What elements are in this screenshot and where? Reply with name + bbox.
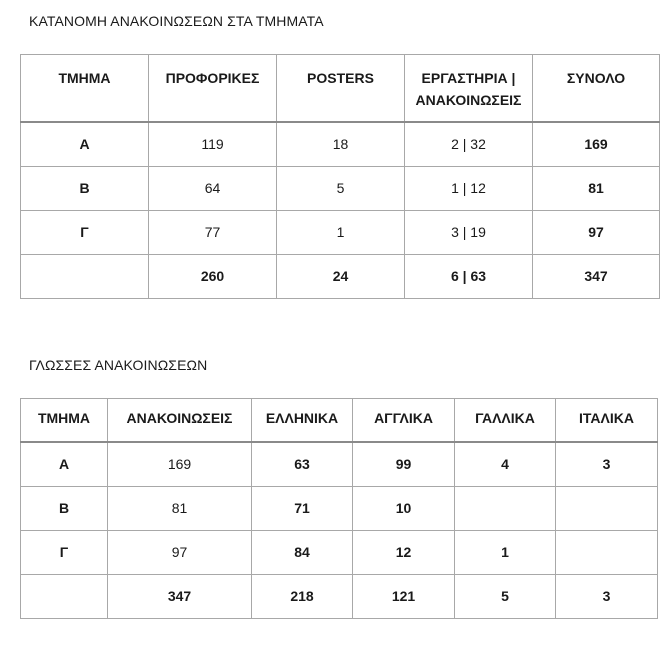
- column-header-workshops-line2: ΑΝΑΚΟΙΝΩΣΕΙΣ: [415, 92, 522, 108]
- cell-italian: [556, 486, 658, 530]
- cell-english: 12: [353, 530, 455, 574]
- column-header-total: ΣΥΝΟΛΟ: [533, 55, 660, 122]
- cell-posters: 1: [277, 210, 405, 254]
- column-header-oral: ΠΡΟΦΟΡΙΚΕΣ: [149, 55, 277, 122]
- cell-french-total: 5: [455, 574, 556, 618]
- table-header-row: [21, 399, 658, 442]
- table-row: [21, 530, 658, 574]
- table2-title: ΓΛΩΣΣΕΣ ΑΝΑΚΟΙΝΩΣΕΩΝ: [29, 357, 208, 373]
- languages-table: [20, 398, 658, 619]
- cell-total: 81: [533, 166, 660, 210]
- totals-row: [21, 574, 658, 618]
- cell-oral: 77: [149, 210, 277, 254]
- cell-section: [21, 254, 149, 298]
- totals-row: [21, 254, 660, 298]
- cell-french: 1: [455, 530, 556, 574]
- column-header-italian: ΙΤΑΛΙΚΑ: [556, 399, 658, 442]
- cell-section: [21, 574, 108, 618]
- cell-posters-total: 24: [277, 254, 405, 298]
- table-row: [21, 486, 658, 530]
- table-row: [21, 210, 660, 254]
- cell-grand-total: 347: [533, 254, 660, 298]
- cell-oral: 119: [149, 122, 277, 167]
- column-header-workshops-line1: ΕΡΓΑΣΤΗΡΙΑ |: [421, 70, 516, 86]
- cell-announcements-total: 347: [108, 574, 252, 618]
- cell-french: [455, 486, 556, 530]
- cell-french: 4: [455, 442, 556, 487]
- column-header-section: ΤΜΗΜΑ: [21, 399, 108, 442]
- table1-title: ΚΑΤΑΝΟΜΗ ΑΝΑΚΟΙΝΩΣΕΩΝ ΣΤΑ ΤΜΗΜΑΤΑ: [29, 13, 324, 29]
- cell-workshops: 3 | 19: [405, 210, 533, 254]
- table-row: [21, 442, 658, 487]
- cell-section: Α: [21, 122, 149, 167]
- cell-section: Α: [21, 442, 108, 487]
- cell-oral: 64: [149, 166, 277, 210]
- cell-greek: 71: [252, 486, 353, 530]
- cell-section: Γ: [21, 210, 149, 254]
- cell-workshops: 1 | 12: [405, 166, 533, 210]
- cell-announcements: 97: [108, 530, 252, 574]
- cell-posters: 5: [277, 166, 405, 210]
- column-header-workshops: [405, 55, 533, 122]
- cell-italian: [556, 530, 658, 574]
- cell-posters: 18: [277, 122, 405, 167]
- cell-total: 97: [533, 210, 660, 254]
- cell-italian: 3: [556, 442, 658, 487]
- cell-section: Β: [21, 486, 108, 530]
- table-header-row: [21, 55, 660, 122]
- cell-section: Β: [21, 166, 149, 210]
- sections-distribution-table: [20, 54, 660, 299]
- cell-announcements: 169: [108, 442, 252, 487]
- column-header-section: ΤΜΗΜΑ: [21, 55, 149, 122]
- cell-greek: 84: [252, 530, 353, 574]
- table-row: [21, 122, 660, 167]
- cell-oral-total: 260: [149, 254, 277, 298]
- table-row: [21, 166, 660, 210]
- column-header-english: ΑΓΓΛΙΚΑ: [353, 399, 455, 442]
- column-header-posters: POSTERS: [277, 55, 405, 122]
- column-header-announcements: ΑΝΑΚΟΙΝΩΣΕΙΣ: [108, 399, 252, 442]
- cell-announcements: 81: [108, 486, 252, 530]
- cell-section: Γ: [21, 530, 108, 574]
- cell-workshops: 2 | 32: [405, 122, 533, 167]
- cell-english-total: 121: [353, 574, 455, 618]
- cell-workshops-total: 6 | 63: [405, 254, 533, 298]
- cell-greek-total: 218: [252, 574, 353, 618]
- cell-english: 10: [353, 486, 455, 530]
- cell-total: 169: [533, 122, 660, 167]
- cell-english: 99: [353, 442, 455, 487]
- cell-greek: 63: [252, 442, 353, 487]
- cell-italian-total: 3: [556, 574, 658, 618]
- column-header-greek: ΕΛΛΗΝΙΚΑ: [252, 399, 353, 442]
- column-header-french: ΓΑΛΛΙΚΑ: [455, 399, 556, 442]
